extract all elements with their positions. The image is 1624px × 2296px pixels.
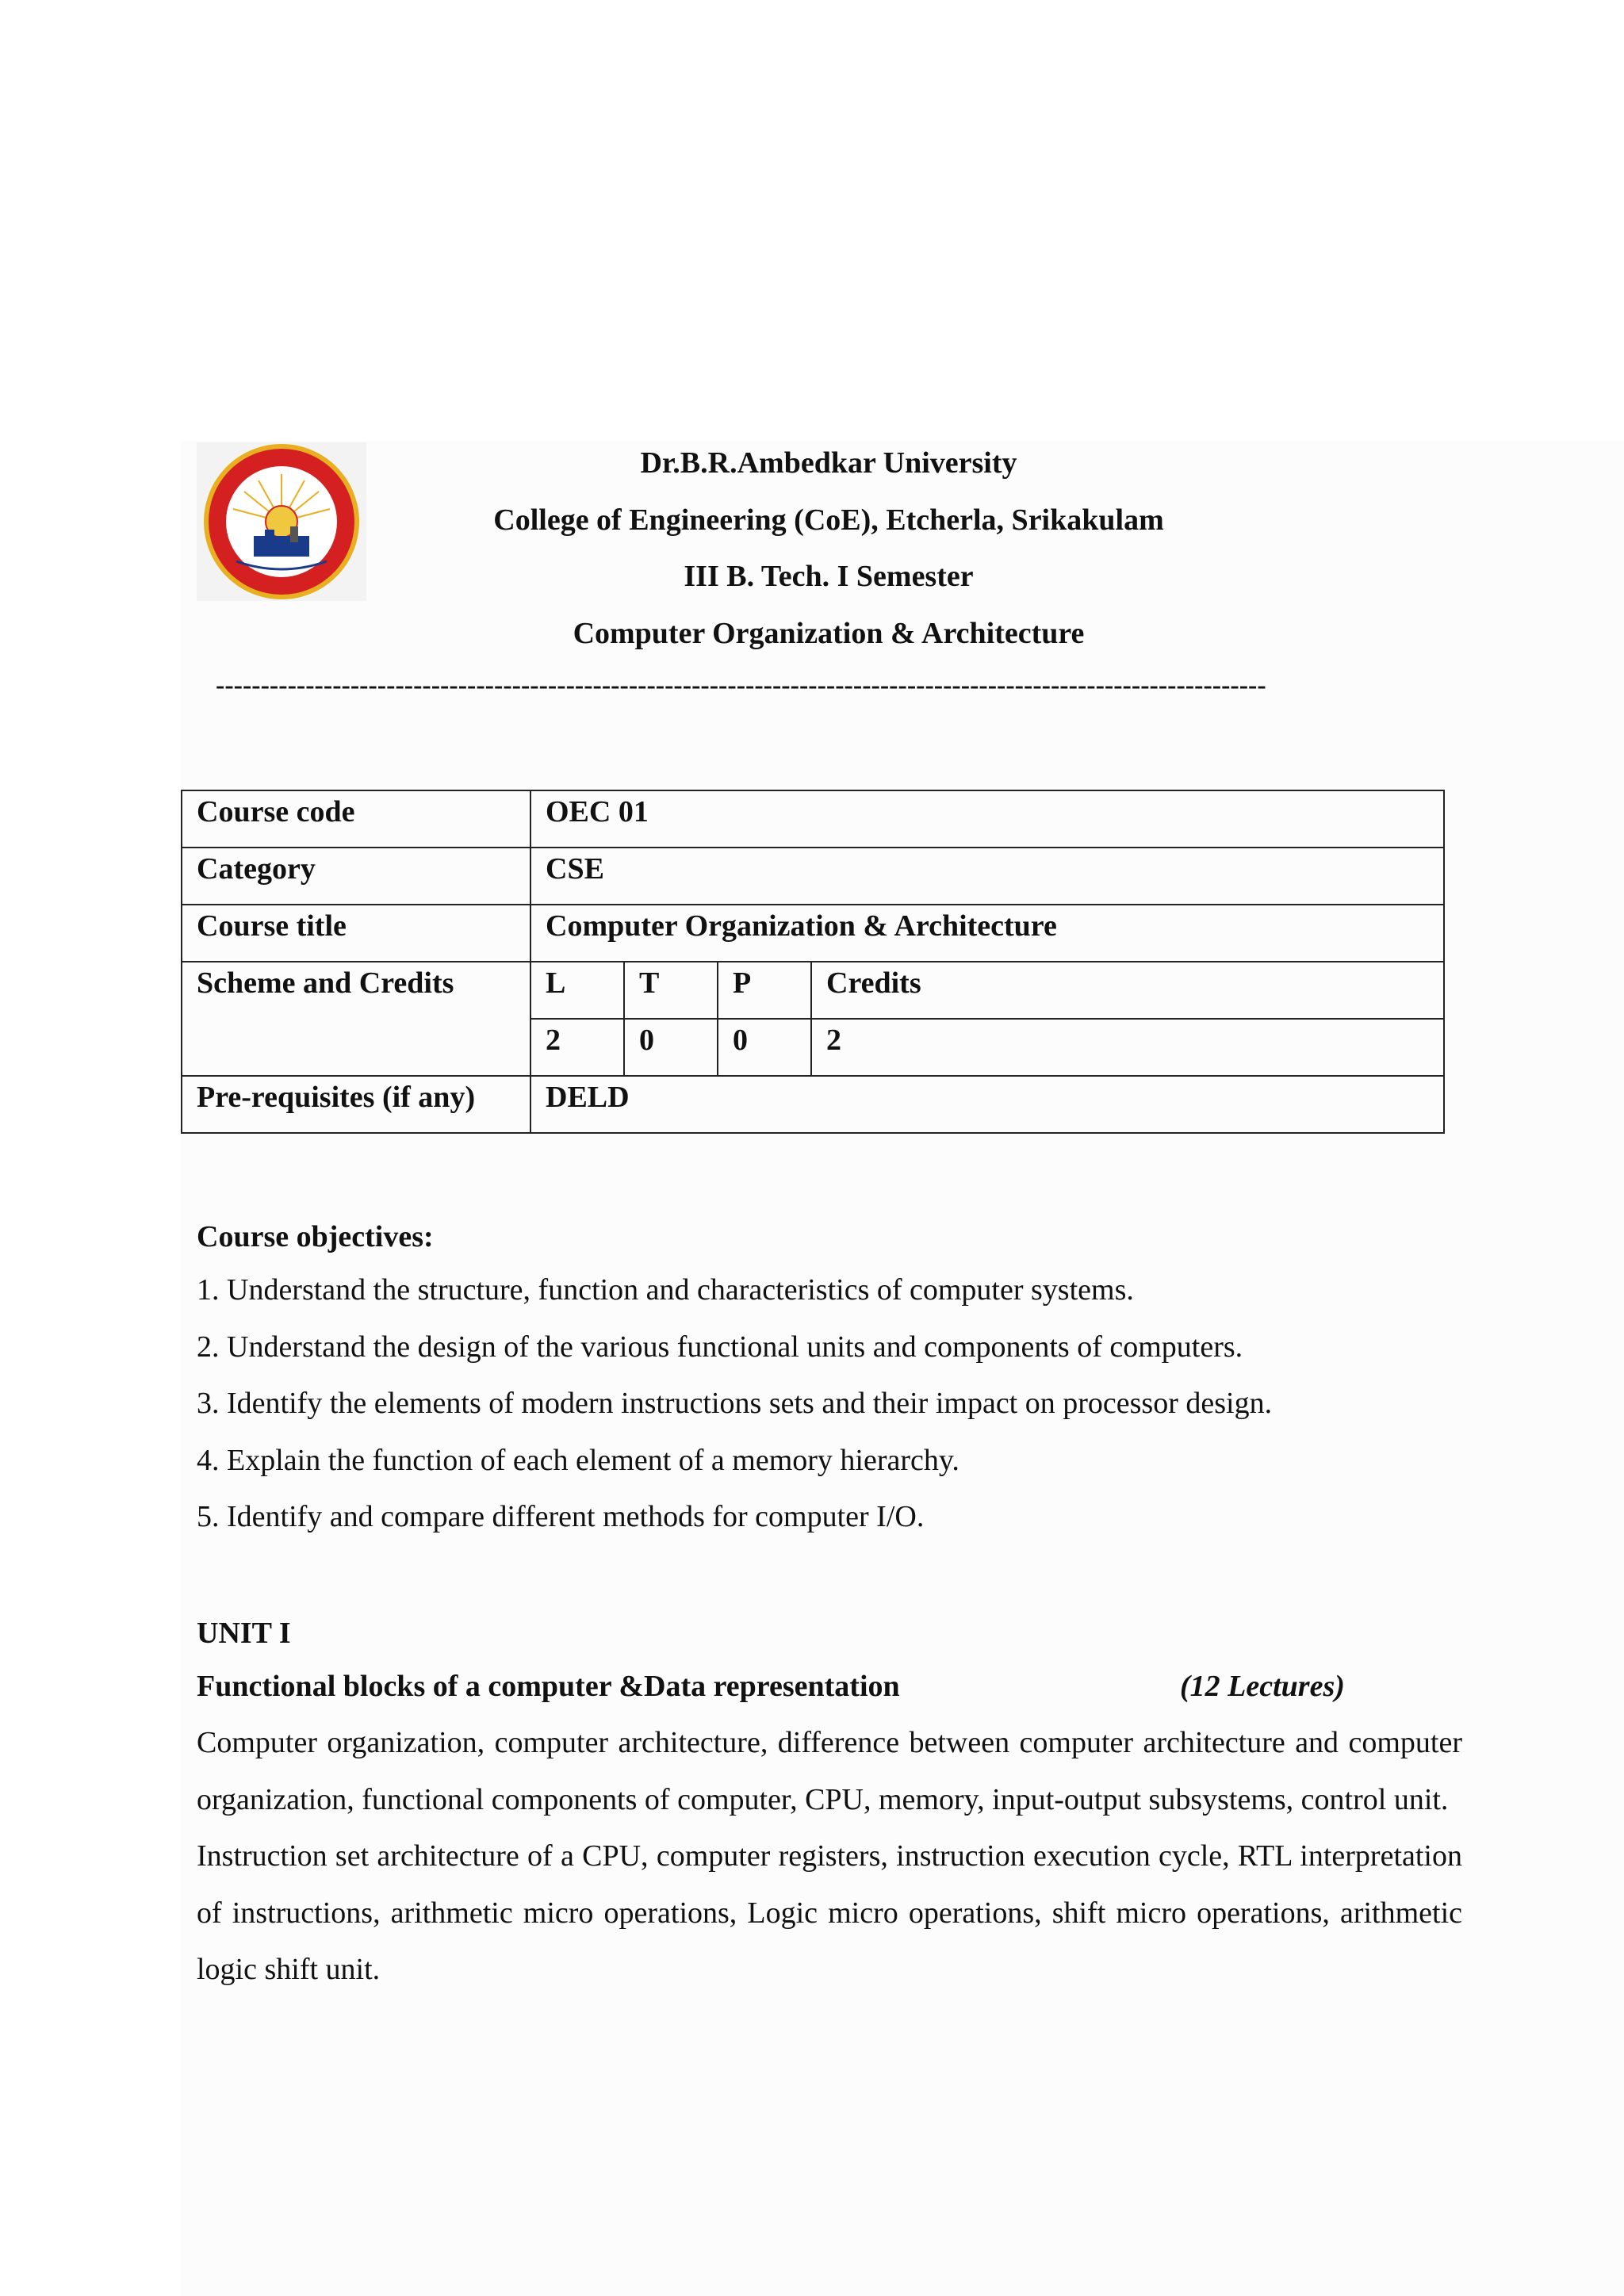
semester: III B. Tech. I Semester [684,560,974,593]
scheme-value-credits: 2 [811,1019,1444,1076]
university-name: Dr.B.R.Ambedkar University [640,446,1017,480]
unit-1-section [197,1608,1462,1999]
course-objectives [197,1211,1465,1546]
prereq-value: DELD [530,1076,1444,1133]
scheme-value-p: 0 [718,1019,811,1076]
scheme-header-l: L [530,962,624,1019]
unit-paragraph: Instruction set architecture of a CPU, computer registers, instruction execution cycle, RTL interpretation of instructions, arithmetic micro operations, Logic micro operations, shift micro operations, arithmetic logic shift unit. [197,1839,1462,1986]
document-header [381,441,1277,668]
objectives-title: Course objectives: [197,1220,434,1253]
unit-subtitle-row [197,1659,1462,1715]
unit-subtitle: Functional blocks of a computer &Data representation [197,1670,900,1703]
scheme-header-p: P [718,962,811,1019]
scheme-label: Scheme and Credits [182,962,530,1076]
table-row [182,848,1444,905]
table-row [182,790,1444,848]
scheme-header-t: T [624,962,718,1019]
course-code-value: OEC 01 [530,790,1444,848]
scheme-header-credits: Credits [811,962,1444,1019]
objective-item: 5. Identify and compare different methods for computer I/O. [197,1500,925,1533]
objective-item: 3. Identify the elements of modern instructions sets and their impact on processor design. [197,1387,1273,1420]
course-info-table [181,790,1445,1134]
subject-title: Computer Organization & Architecture [573,616,1085,650]
objective-item: 4. Explain the function of each element of a memory hierarchy. [197,1443,959,1477]
unit-title: UNIT I [197,1617,291,1650]
objective-item: 1. Understand the structure, function and characteristics of computer systems. [197,1273,1134,1307]
table-row [182,962,1444,1019]
college-name: College of Engineering (CoE), Etcherla, Srikakulam [493,503,1164,537]
university-logo [197,442,366,601]
category-value: CSE [530,848,1444,905]
table-row [182,1076,1444,1133]
unit-paragraph: Computer organization, computer architecture, difference between computer architecture and computer organization, functional components of computer, CPU, memory, input-output subsystems, control unit. [197,1726,1462,1816]
objective-item: 2. Understand the design of the various functional units and components of computers. [197,1330,1243,1364]
prereq-label: Pre-requisites (if any) [182,1076,530,1133]
lecture-count: (12 Lectures) [1180,1670,1345,1703]
course-title-value: Computer Organization & Architecture [530,905,1444,962]
header-separator: --------------------------------------------------------------------------------------------------------------------- [216,671,1266,700]
scheme-value-l: 2 [530,1019,624,1076]
course-title-label: Course title [182,905,530,962]
category-label: Category [182,848,530,905]
scheme-value-t: 0 [624,1019,718,1076]
course-code-label: Course code [182,790,530,848]
table-row [182,905,1444,962]
